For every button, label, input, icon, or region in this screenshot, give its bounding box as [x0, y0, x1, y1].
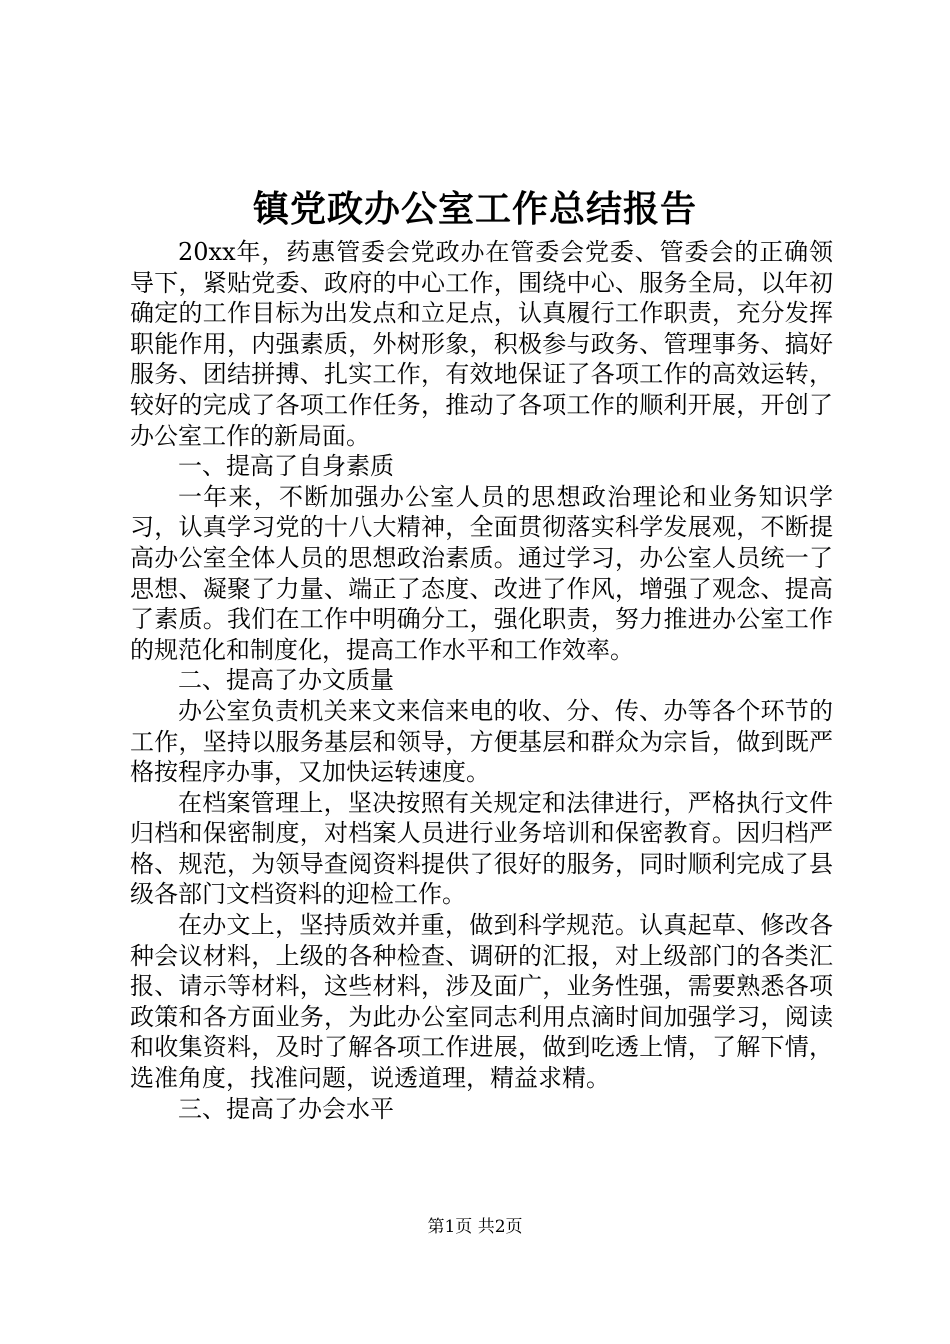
section-2-paragraph-2: 在档案管理上，坚决按照有关规定和法律进行，严格执行文件归档和保密制度，对档案人员进行业务培训和保密教育。因归档严格、规范，为领导查阅资料提供了很好的服务，同时顺利完成了县级各部门文档资料的迎检工作。 — [130, 788, 833, 909]
section-1-heading: 一、提高了自身素质 — [178, 452, 394, 481]
section-2-paragraph-1: 办公室负责机关来文来信来电的收、分、传、办等各个环节的工作，坚持以服务基层和领导，方便基层和群众为宗旨，做到既严格按程序办事，又加快运转速度。 — [130, 696, 833, 787]
intro-paragraph: 20xx年，药惠管委会党政办在管委会党委、管委会的正确领导下，紧贴党委、政府的中心工作，围绕中心、服务全局，以年初确定的工作目标为出发点和立足点，认真履行工作职责，充分发挥职能作用，内强素质，外树形象，积极参与政务、管理事务、搞好服务、团结拼搏、扎实工作，有效地保证了各项工作的高效运转，较好的完成了各项工作任务，推动了各项工作的顺利开展，开创了办公室工作的新局面。 — [130, 238, 833, 450]
document-body — [130, 237, 833, 1124]
section-2-heading: 二、提高了办文质量 — [178, 666, 394, 695]
document-title: 镇党政办公室工作总结报告 — [252, 188, 697, 230]
section-2-paragraph-3: 在办文上，坚持质效并重，做到科学规范。认真起草、修改各种会议材料，上级的各种检查、调研的汇报，对上级部门的各类汇报、请示等材料，这些材料，涉及面广，业务性强，需要熟悉各项政策和各方面业务，为此办公室同志利用点滴时间加强学习，阅读和收集资料，及时了解各项工作进展，做到吃透上情，了解下情，选准角度，找准问题，说透道理，精益求精。 — [130, 911, 833, 1093]
section-3-heading: 三、提高了办会水平 — [178, 1094, 394, 1123]
page-footer: 第1页 共2页 — [427, 1217, 523, 1237]
section-1-paragraph: 一年来，不断加强办公室人员的思想政治理论和业务知识学习，认真学习党的十八大精神，全面贯彻落实科学发展观，不断提高办公室全体人员的思想政治素质。通过学习，办公室人员统一了思想、凝聚了力量、端正了态度、改进了作风，增强了观念、提高了素质。我们在工作中明确分工，强化职责，努力推进办公室工作的规范化和制度化，提高工作水平和工作效率。 — [130, 482, 833, 664]
